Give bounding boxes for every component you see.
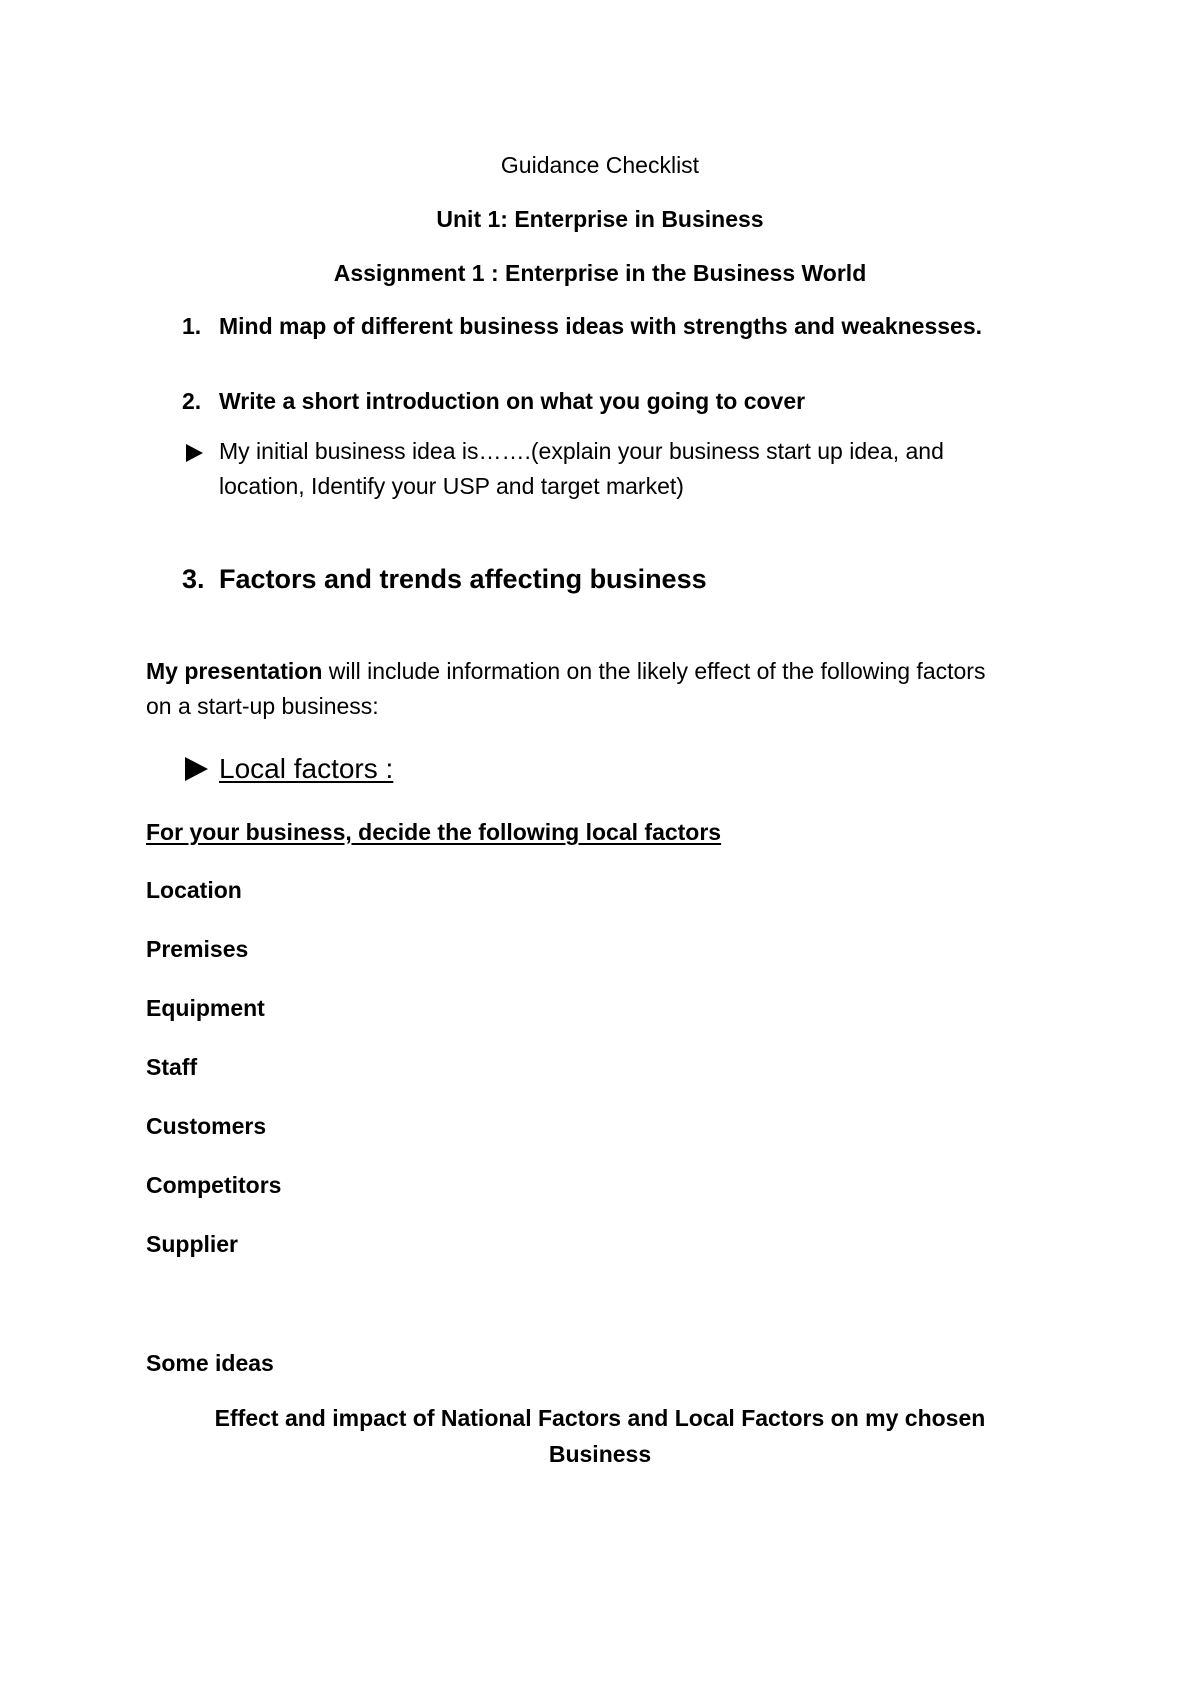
bullet-line-2: location, Identify your USP and target market) [219,473,684,499]
section-heading: Factors and trends affecting business [219,564,707,594]
item-text: Write a short introduction on what you going to cover [219,388,806,414]
local-factors-instruction: For your business, decide the following local factors [146,819,722,845]
list-item: Location [146,877,242,903]
arrow-bullet-icon [185,757,208,781]
section-number: 3. [182,564,205,594]
presentation-lead: My presentation [146,658,323,684]
closing-line-1: Effect and impact of National Factors and Local Factors on my chosen [214,1405,986,1431]
list-item: Customers [146,1113,267,1139]
assignment-heading: Assignment 1 : Enterprise in the Business World [333,260,867,286]
list-item: Competitors [146,1172,282,1198]
arrow-bullet-icon [186,444,203,462]
list-item: Supplier [146,1231,239,1257]
list-item: Equipment [146,995,265,1021]
presentation-line-1 [146,654,985,688]
local-factors-title: Local factors : [219,753,394,784]
item-number: 2. [182,388,202,414]
document-title: Guidance Checklist [500,152,700,178]
presentation-rest: will include information on the likely effect of the following factors [322,658,986,684]
presentation-line-2: on a start-up business: [146,693,379,719]
item-text: Mind map of different business ideas with strengths and weaknesses. [219,313,983,339]
closing-line-2: Business [548,1441,652,1467]
list-item: Premises [146,936,249,962]
unit-heading: Unit 1: Enterprise in Business [436,206,764,232]
bullet-line-1: My initial business idea is…….(explain your business start up idea, and [219,438,944,464]
item-number: 1. [182,313,202,339]
list-item: Staff [146,1054,198,1080]
some-ideas-label: Some ideas [146,1350,274,1376]
